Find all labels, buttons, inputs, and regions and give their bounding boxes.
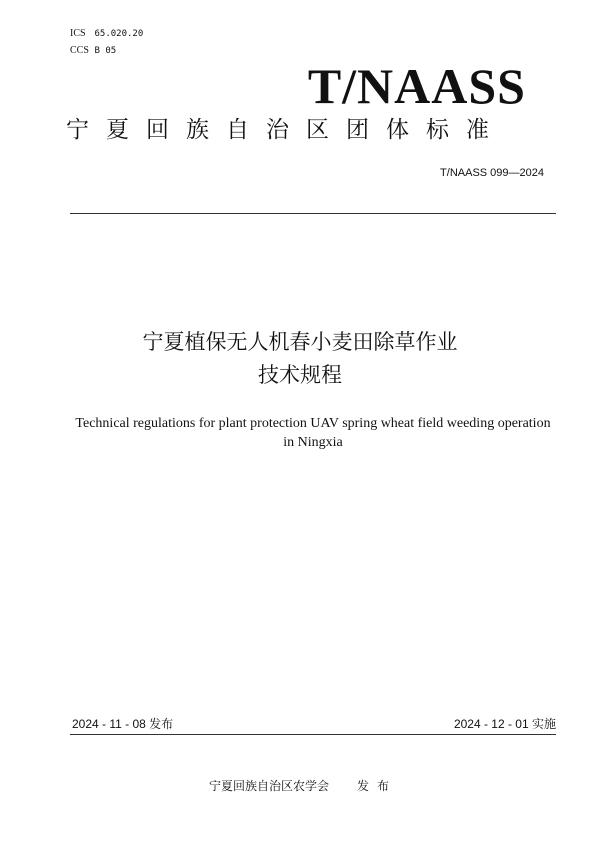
ics-value: 65.020.20 xyxy=(94,29,144,39)
top-divider xyxy=(70,213,556,214)
standard-number: T/NAASS 099—2024 xyxy=(440,167,544,179)
ccs-code xyxy=(70,45,116,57)
standard-category-title: 宁夏回族自治区团体标准 xyxy=(66,117,506,143)
ccs-label: CCS xyxy=(70,45,89,56)
ccs-value: B 05 xyxy=(94,46,117,56)
publish-date: 2024 - 11 - 08 发布 xyxy=(72,717,174,731)
issuer-organization: 宁夏回族自治区农学会 xyxy=(208,779,329,793)
issuer-action: 发布 xyxy=(357,779,398,793)
ics-code xyxy=(70,28,143,40)
chinese-title-line-2: 技术规程 xyxy=(258,363,342,387)
bottom-divider xyxy=(70,734,556,735)
organization-logo: T/NAASS xyxy=(307,58,526,114)
chinese-title-line-1: 宁夏植保无人机春小麦田除草作业 xyxy=(142,330,458,354)
ics-label: ICS xyxy=(70,28,86,39)
english-title-line-1: Technical regulations for plant protection UAV spring wheat field weeding operation xyxy=(75,416,551,431)
issuer-line xyxy=(0,778,600,794)
english-title-line-2: in Ningxia xyxy=(283,435,343,450)
implementation-date: 2024 - 12 - 01 实施 xyxy=(453,717,556,731)
